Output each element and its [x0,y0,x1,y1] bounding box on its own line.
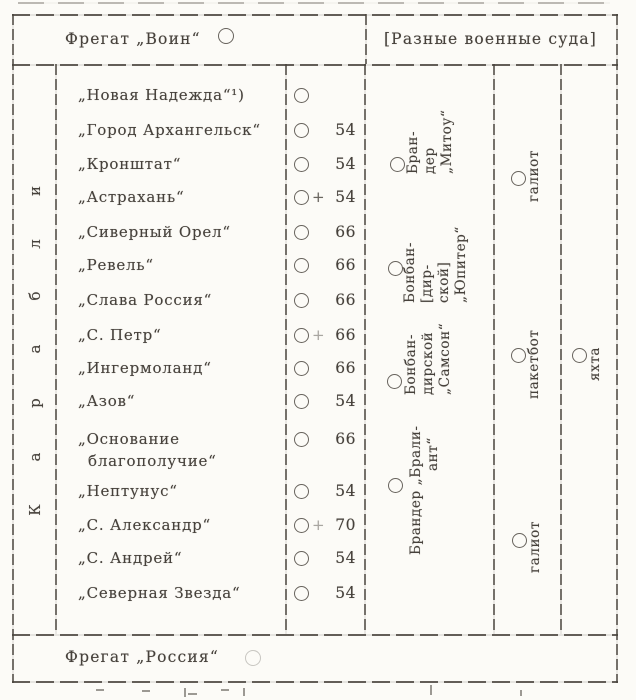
header-bottom-border [12,64,618,66]
rowgroup-letter: р [26,398,44,408]
cutoff-text-fragment [243,688,245,696]
hull-circle-marker [294,484,309,499]
ship-name: „Ревель“ [78,256,154,274]
cutoff-text-fragment [142,690,150,692]
ship-name-line2: благополучие“ [88,452,217,470]
table-row [0,86,636,108]
ship-name: „Новая Надежда“¹) [78,86,245,104]
ship-name: „Слава Россия“ [78,291,213,309]
table-row [0,223,636,245]
small-craft-label: пакетбот [526,329,542,399]
hull-circle-marker [511,348,526,363]
small-craft-label: яхта [587,346,603,381]
table-row [0,121,636,143]
ship-name: „Астрахань“ [78,188,185,206]
footer-circle-marker [245,650,261,666]
hull-circle-marker [294,190,309,205]
hull-circle-marker [294,328,309,343]
ship-name: „Азов“ [78,392,136,410]
hull-circle-marker [294,157,309,172]
hull-circle-marker [388,261,403,276]
ship-name: „Кронштат“ [78,155,182,173]
ship-name: „Ингермоланд“ [78,359,212,377]
gun-count: 66 [335,291,356,309]
gun-count: 54 [335,584,356,602]
gun-count: 54 [335,392,356,410]
special-vessel-label: Бонбан- дирской „Самсон“ [403,322,453,395]
hull-circle-marker [511,171,526,186]
hull-circle-marker [294,225,309,240]
gun-count: 54 [335,155,356,173]
special-vessel-label: Бран- дер „Митоу“ [405,109,455,174]
special-vessel-label: Брандер „Брали- ант“ [408,425,441,555]
footer-label: Фрегат „Россия“ [65,648,220,666]
cross-marker: + [312,188,325,206]
header-right-label: [Разные военные суда] [383,30,598,48]
hull-circle-marker [572,348,587,363]
gun-count: 54 [335,188,356,206]
ship-name-line1: „Основание [78,430,180,448]
ship-name: „Северная Звезда“ [78,584,241,602]
gun-count: 66 [335,326,356,344]
hull-circle-marker [294,123,309,138]
hull-circle-marker [294,586,309,601]
header-left-label: Фрегат „Воин“ [65,30,201,48]
table-row [0,584,636,606]
hull-circle-marker [390,157,405,172]
hull-circle-marker [294,551,309,566]
gun-count: 54 [335,121,356,139]
hull-circle-marker [294,518,309,533]
hull-circle-marker [388,478,403,493]
ship-name: „С. Андрей“ [78,549,183,567]
hull-circle-marker [294,432,309,447]
cutoff-text-fragment [184,688,186,697]
cutoff-text-fragment [96,689,104,691]
small-craft-label: галиот [527,521,543,573]
rowgroup-letter: б [26,291,44,301]
table-top-border [12,14,618,16]
ship-name: „Город Архангельск“ [78,121,261,139]
gun-count: 66 [335,359,356,377]
cutoff-text-fragment [221,689,229,691]
table-row [0,256,636,278]
rowgroup-letter: и [26,186,44,196]
cutoff-text-fragment [430,685,432,695]
gun-count: 66 [335,430,356,448]
table-row [0,482,636,504]
gun-count: 66 [335,223,356,241]
rowgroup-letter: л [26,239,44,249]
hull-circle-marker [294,258,309,273]
small-craft-label: галиот [526,150,542,202]
gun-count: 54 [335,549,356,567]
table-left-border [12,14,14,683]
cross-marker: + [312,326,325,344]
hull-circle-marker [294,394,309,409]
ship-name: „С. Петр“ [78,326,162,344]
body-bottom-border [12,634,618,636]
gun-count: 70 [335,516,356,534]
rowgroup-letter: а [26,452,44,462]
table-bottom-border [12,681,618,683]
hull-circle-marker [512,533,527,548]
hull-circle-marker [294,361,309,376]
cutoff-text-fragment [18,2,610,4]
ship-name: „С. Александр“ [78,516,211,534]
ship-name: „Нептунус“ [78,482,178,500]
header-circle-marker [218,28,234,44]
cutoff-text-fragment [520,690,522,696]
ship-name: „Сиверный Орел“ [78,223,231,241]
hull-circle-marker [294,88,309,103]
table-row [0,291,636,313]
table-right-border [616,14,618,683]
rowgroup-letter: а [26,344,44,354]
table-row [0,430,636,474]
rowgroup-letter: К [26,504,44,516]
cross-marker: + [312,516,325,534]
gun-count: 54 [335,482,356,500]
gun-count: 66 [335,256,356,274]
special-vessel-label: Бонбан- [дир- ской] „Юпитер“ [402,226,469,303]
hull-circle-marker [387,374,402,389]
hull-circle-marker [294,293,309,308]
cutoff-text-fragment [188,693,197,695]
